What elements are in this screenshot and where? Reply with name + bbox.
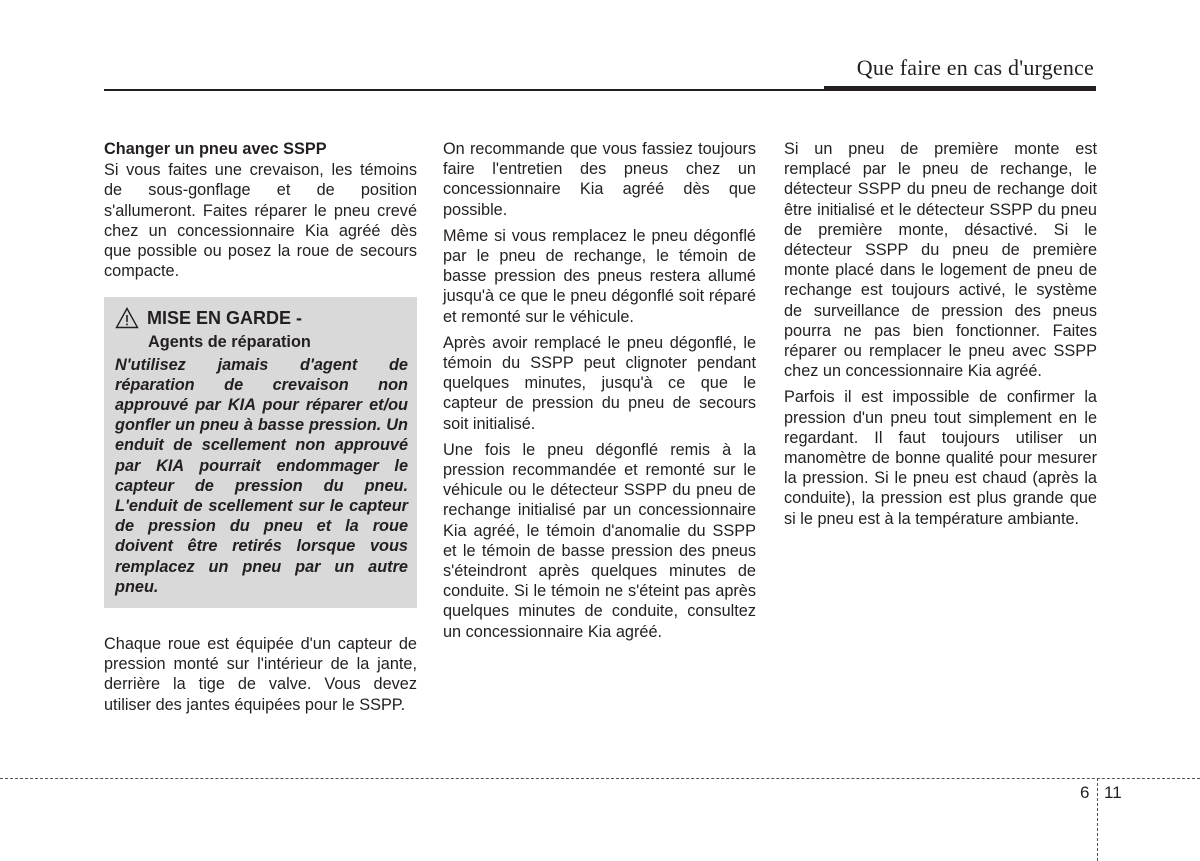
paragraph: On recommande que vous fassiez toujours faire l'entretien des pneus chez un concessionnaire Kia agréé dès que possible. <box>443 140 756 219</box>
page-number: 11 <box>1104 783 1122 802</box>
paragraph: Si vous faites une crevaison, les témoins de sous-gonflage et de position s'allumeront. Faites réparer le pneu crevé chez un concessionnaire Kia agréé dès que possible ou posez la roue de secours compacte. <box>104 161 417 281</box>
text-column-1 <box>104 139 417 721</box>
chapter-number: 6 <box>1080 783 1090 802</box>
paragraph: Parfois il est impossible de confirmer la pression d'un pneu tout simplement en le regardant. Il faut toujours utiliser un manomètre de bonne qualité pour mesurer la pression. Si le pneu est chaud (après la conduite), la pression est plus grande que si le pneu est à la température ambiante. <box>784 388 1097 528</box>
paragraph: Après avoir remplacé le pneu dégonflé, le témoin du SSPP peut clignoter pendant quelques minutes, jusqu'à ce que le capteur de pression du pneu de secours soit initialisé. <box>443 333 756 433</box>
text-column-3 <box>784 139 1097 535</box>
warning-text: N'utilisez jamais d'agent de réparation de crevaison non approuvé par KIA pour réparer et/ou gonfler un pneu à basse pression. Un enduit de scellement non approuvé par KIA pourrait endommager le capteur de pression du pneu. L'enduit de scellement sur le capteur de pression du pneu et la roue doivent être retirés lorsque vous remplacez un pneu par un autre pneu. <box>115 355 408 596</box>
section-heading: Changer un pneu avec SSPP <box>104 140 327 158</box>
warning-box <box>104 297 417 608</box>
paragraph: Une fois le pneu dégonflé remis à la pression recommandée et remonté sur le véhicule ou le détecteur SSPP du pneu de rechange initialisé par un concessionnaire Kia agréé, le témoin d'anomalie du SSPP et le témoin de basse pression des pneus s'éteindront après quelques minutes de conduite. Si le témoin ne s'éteint pas après quelques minutes de conduite, consultez un concessionnaire Kia agréé. <box>443 440 756 641</box>
warning-subtitle: Agents de réparation <box>148 333 311 352</box>
paragraph: Même si vous remplacez le pneu dégonflé par le pneu de rechange, le témoin de basse pression des pneus restera allumé jusqu'à ce que le pneu dégonflé soit réparé et remonté sur le véhicule. <box>443 226 756 326</box>
footer-divider <box>0 778 1200 779</box>
page-header-title: Que faire en cas d'urgence <box>856 55 1094 80</box>
paragraph: Chaque roue est équipée d'un capteur de pression monté sur l'intérieur de la jante, derrière la tige de valve. Vous devez utiliser des jantes équipées pour le SSPP. <box>104 635 417 714</box>
header-rule <box>104 89 824 91</box>
paragraph: Si un pneu de première monte est remplacé par le pneu de rechange, le détecteur SSPP du pneu de rechange doit être initialisé et le détecteur SSPP du pneu de première monte, désactivé. Si le détecteur SSPP du pneu de première monte placé dans le logement de pneu de rechange est toujours activé, le système de surveillance de pression des pneus pourra ne pas bien fonctionner. Faites réparer ou remplacer le pneu avec SSPP chez un concessionnaire Kia agréé. <box>784 140 1097 381</box>
warning-triangle-icon <box>115 307 139 329</box>
warning-title-row <box>115 307 408 329</box>
header-rule-accent <box>824 86 1096 91</box>
warning-title: MISE EN GARDE - <box>147 308 303 329</box>
text-column-2 <box>443 139 756 648</box>
page-number-divider <box>1097 778 1098 861</box>
